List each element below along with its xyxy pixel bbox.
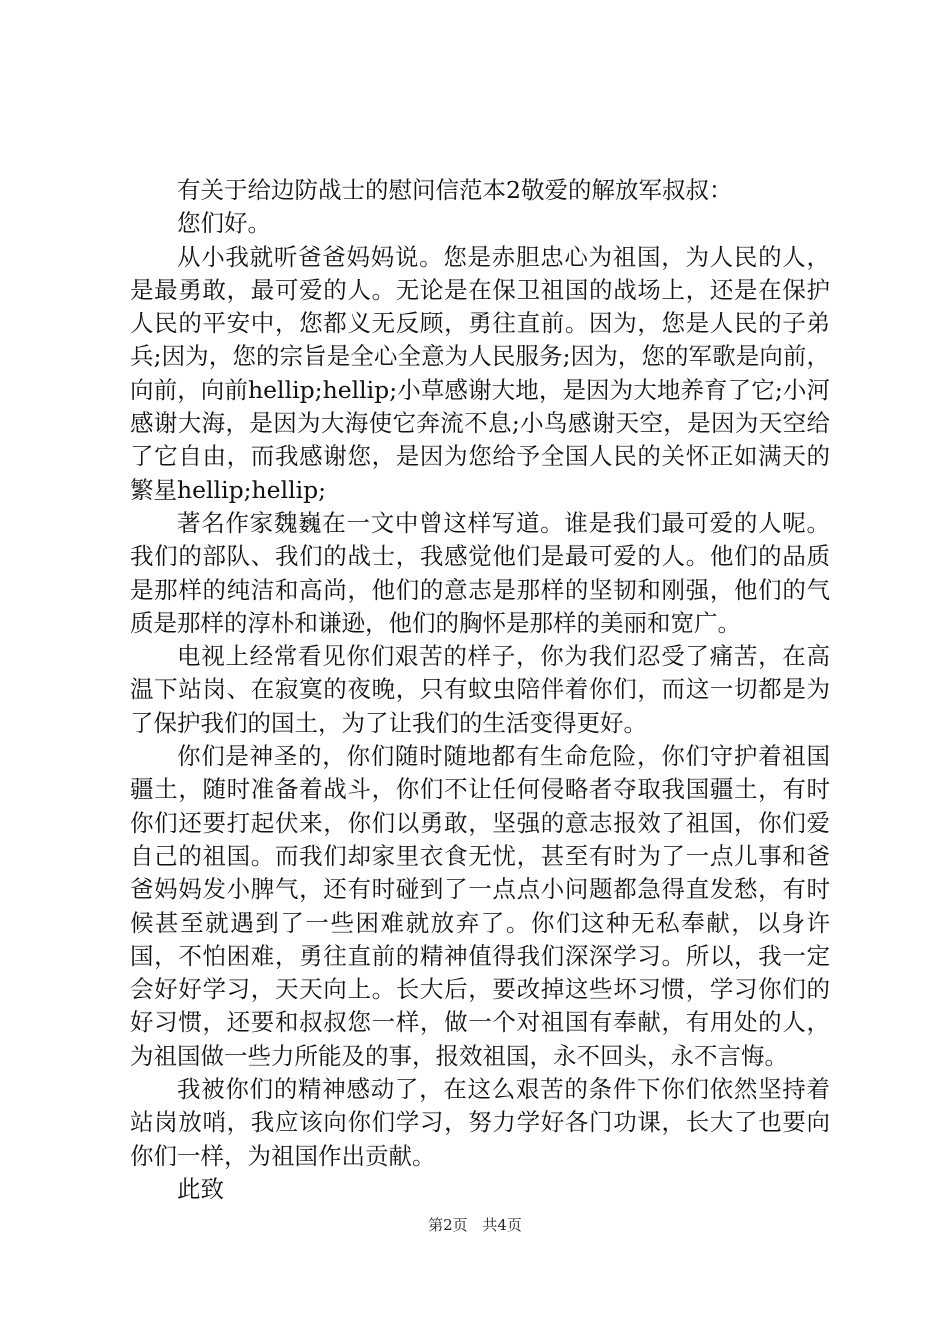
body-paragraph: 著名作家魏巍在一文中曾这样写道。谁是我们最可爱的人呢。我们的部队、我们的战士，我感觉他们是最可爱的人。他们的品质是那样的纯洁和高尚，他们的意志是那样的坚韧和刚强，他们的气质是那样的淳朴和谦逊，他们的胸怀是那样的美丽和宽广。 <box>130 508 830 637</box>
greeting-paragraph: 您们好。 <box>177 209 271 238</box>
body-paragraph: 你们是神圣的，你们随时随地都有生命危险，你们守护着祖国疆土，随时准备着战斗，你们不让任何侵略者夺取我国疆土，有时你们还要打起伏来，你们以勇敢，坚强的意志报效了祖国，你们爱自己的祖国。而我们却家里衣食无忧，甚至有时为了一点儿事和爸爸妈妈发小脾气，还有时碰到了一点点小问题都急得直发愁，有时候甚至就遇到了一些困难就放弃了。你们这种无私奉献，以身许国，不怕困难，勇往直前的精神值得我们深深学习。所以，我一定会好好学习，天天向上。长大后，要改掉这些坏习惯，学习你们的好习惯，还要和叔叔您一样，做一个对祖国有奉献，有用处的人，为祖国做一些力所能及的事，报效祖国，永不回头，永不言悔。 <box>130 742 830 1070</box>
page-footer <box>0 1214 950 1235</box>
body-paragraph: 我被你们的精神感动了，在这么艰苦的条件下你们依然坚持着站岗放哨，我应该向你们学习，努力学好各门功课，长大了也要向你们一样，为祖国作出贡献。 <box>130 1075 830 1170</box>
letter-title-paragraph: 有关于给边防战士的慰问信范本2敬爱的解放军叔叔： <box>177 176 733 204</box>
letter-body <box>130 174 830 1206</box>
body-paragraph: 从小我就听爸爸妈妈说。您是赤胆忠心为祖国，为人民的人，是最勇敢，最可爱的人。无论是在保卫祖国的战场上，还是在保护人民的平安中，您都义无反顾，勇往直前。因为，您是人民的子弟兵;因为，您的宗旨是全心全意为人民服务;因为，您的军歌是向前，向前，向前hellip;hellip;小草感谢大地，是因为大地养育了它;小河感谢大海，是因为大海使它奔流不息;小鸟感谢天空，是因为天空给了它自由，而我感谢您，是因为您给予全国人民的关怀正如满天的繁星hellip;hellip; <box>130 242 830 504</box>
closing-paragraph: 此致 <box>177 1174 224 1203</box>
page-number: 第2页 <box>428 1216 468 1234</box>
body-paragraph: 电视上经常看见你们艰苦的样子，你为我们忍受了痛苦，在高温下站岗、在寂寞的夜晚，只有蚊虫陪伴着你们，而这一切都是为了保护我们的国土，为了让我们的生活变得更好。 <box>130 642 830 737</box>
page-total: 共4页 <box>482 1216 522 1234</box>
